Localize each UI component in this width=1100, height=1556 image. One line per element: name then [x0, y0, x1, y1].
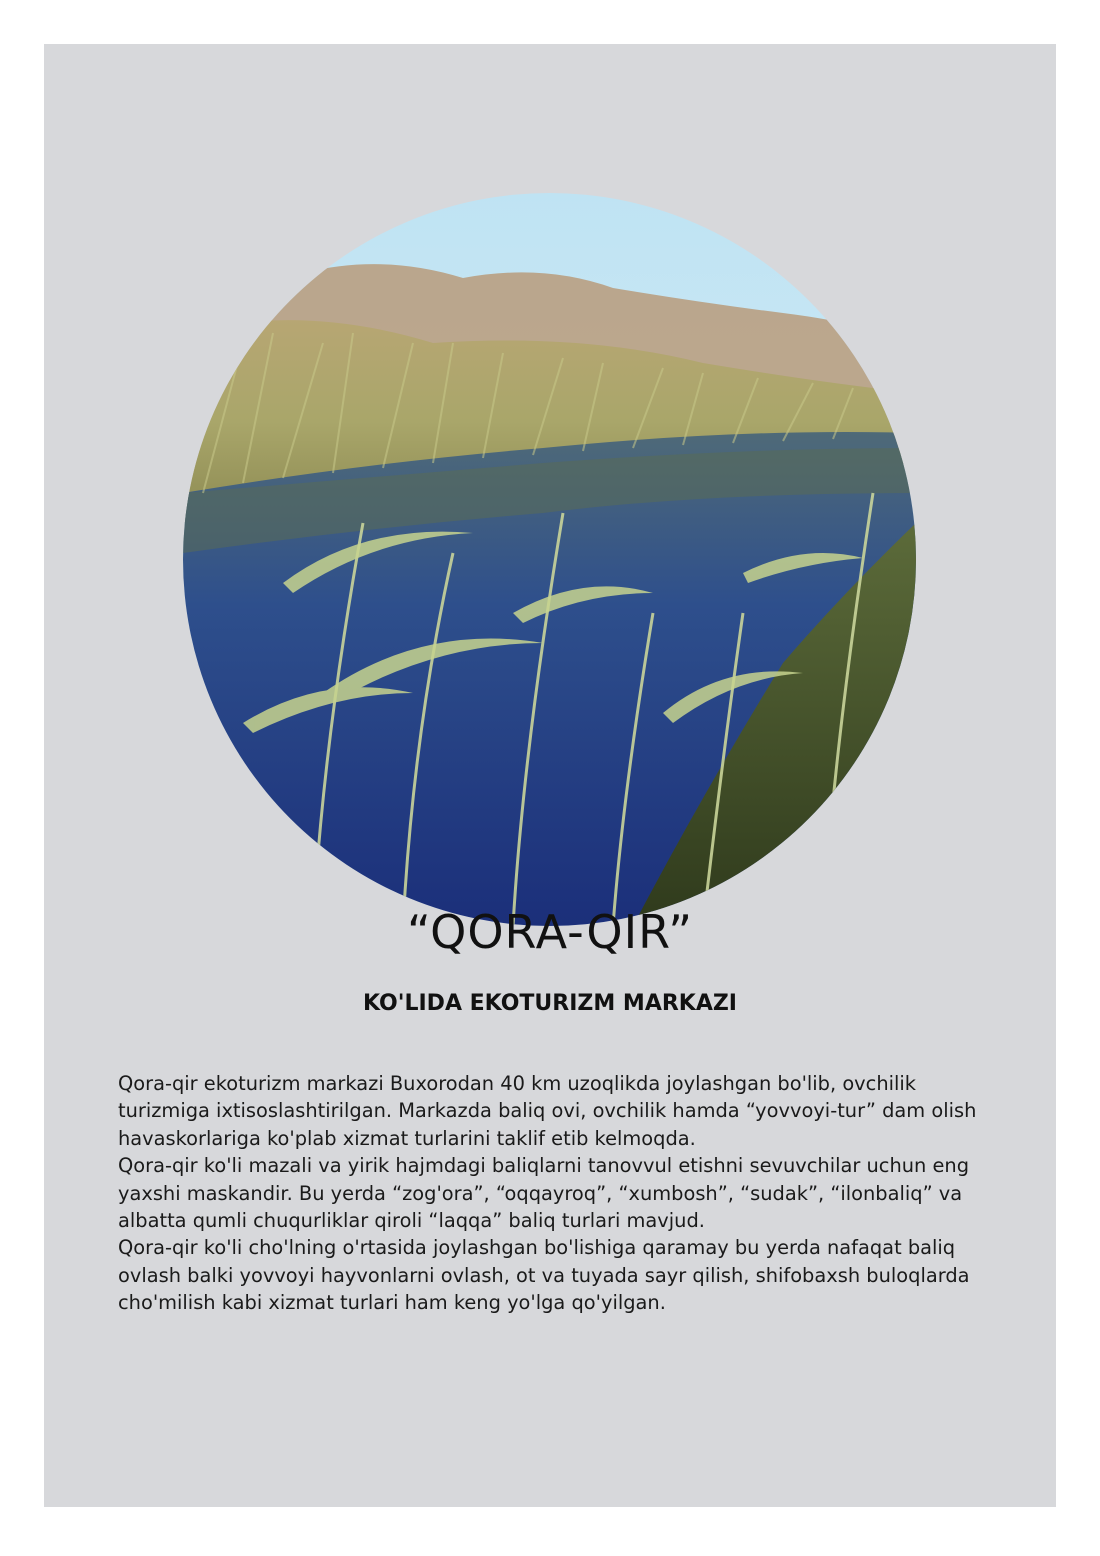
lake-photo-illustration	[183, 193, 916, 926]
paragraph: Qora-qir ekoturizm markazi Buxorodan 40 km uzoqlikda joylashgan bo'lib, ovchilik turizmiga ixtisoslashtirilgan. Markazda baliq ovi, ovchilik hamda “yovvoyi-tur” dam olish havaskorlariga ko'plab xizmat turlarini taklif etib kelmoqda.	[118, 1072, 977, 1150]
page-subtitle: KO'LIDA EKOTURIZM MARKAZI	[362, 991, 737, 1016]
page-title: “QORA-QIR”	[406, 905, 694, 959]
lake-photo	[183, 193, 916, 926]
paragraph: Qora-qir ko'li mazali va yirik hajmdagi baliqlarni tanovvul etishni sevuvchilar uchun eng yaxshi maskandir. Bu yerda “zog'ora”, “oqqayroq”, “xumbosh”, “sudak”, “ilonbaliq” va albatta qumli chuqurliklar qiroli “laqqa” baliq turlari mavjud.	[118, 1154, 970, 1233]
paragraph: Qora-qir ko'li cho'lning o'rtasida joylashgan bo'lishiga qaramay bu yerda nafaqat baliq ovlash balki yovvoyi hayvonlarni ovlash, ot va tuyada sayr qilish, shifobaxsh buloqlarda cho'milish kabi xizmat turlari ham keng yo'lga qo'yilgan.	[118, 1236, 970, 1315]
body-text	[118, 1070, 988, 1317]
